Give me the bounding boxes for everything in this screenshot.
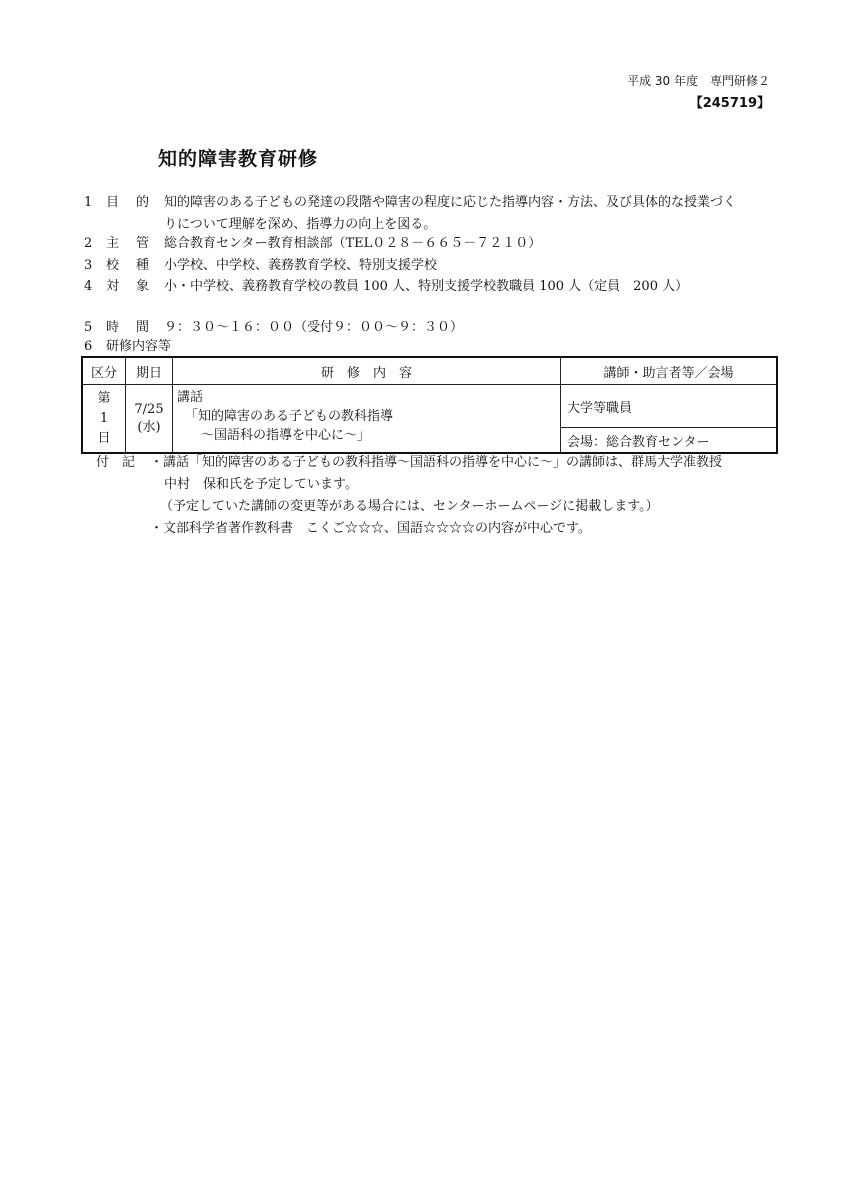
- section-number: 2: [84, 236, 93, 251]
- table-header-row: [82, 357, 777, 385]
- section-text: 総合教育センター教育相談部（TEL０２８－６６５－７２１０）: [164, 236, 542, 251]
- section-label: 校 種: [106, 258, 152, 273]
- section-text: 小学校、中学校、義務教育学校、特別支援学校: [164, 258, 438, 273]
- day-cell: [82, 385, 126, 454]
- note-item: 中村 保和氏を予定しています。: [164, 477, 358, 492]
- section-label: 時 間: [106, 320, 152, 335]
- section-number: 3: [84, 258, 93, 273]
- header-content: 研 修 内 容: [173, 357, 561, 385]
- section-label: 主 管: [106, 236, 152, 251]
- section-number: 5: [84, 320, 93, 335]
- lecturer-cell: 大学等職員: [561, 385, 778, 428]
- section-label: 対 象: [106, 279, 152, 294]
- section-time: [84, 318, 463, 338]
- table-row: [82, 385, 777, 428]
- section-text: 小・中学校、義務教育学校の教員 100 人、特別支援学校教職員 100 人（定員 200 人）: [164, 279, 689, 294]
- day-char: 日: [97, 430, 111, 446]
- header-kubun: 区分: [82, 357, 126, 385]
- day-char: 第: [97, 390, 111, 406]
- section-purpose: [84, 193, 164, 213]
- content-cell: [173, 385, 561, 454]
- section-school-type: [84, 256, 437, 276]
- schedule-table: [81, 356, 778, 454]
- section-number: 1: [84, 195, 93, 210]
- purpose-line-1: 知的障害のある子どもの発達の段階や障害の程度に応じた指導内容・方法、及び具体的な授業づく: [164, 195, 737, 210]
- section-number: 4: [84, 279, 93, 294]
- section-label: 研修内容等: [106, 339, 172, 354]
- date-cell: [126, 385, 173, 454]
- section-purpose-text: [164, 192, 776, 236]
- weekday-value: (水): [137, 419, 161, 435]
- venue-cell: 会場：総合教育センター: [561, 428, 778, 454]
- section-text: ９：３０～１６：００（受付９：００～９：３０）: [164, 320, 464, 335]
- course-code: 【245719】: [689, 96, 770, 111]
- section-number: 6: [84, 339, 93, 354]
- section-content-heading: [84, 337, 171, 357]
- note-item: ・文部科学省著作教科書 こくご☆☆☆、国語☆☆☆☆の内容が中心です。: [150, 521, 591, 536]
- note-item: （予定していた講師の変更等がある場合には、センターホームページに掲載します。）: [160, 499, 659, 514]
- page-title: 知的障害教育研修: [158, 148, 319, 170]
- section-label: 目 的: [106, 195, 152, 210]
- note-item: ・講話「知的障害のある子どもの教科指導～国語科の指導を中心に～」の講師は、群馬大学准教授: [150, 455, 723, 470]
- content-line: ～国語科の指導を中心に～」: [201, 428, 371, 443]
- section-target: [84, 277, 688, 297]
- date-value: 7/25: [134, 401, 164, 417]
- content-line: 講話: [177, 390, 204, 405]
- header-date: 期日: [126, 357, 173, 385]
- notes-label: 付 記: [96, 455, 136, 470]
- purpose-line-2: りについて理解を深め、指導力の向上を図る。: [164, 217, 437, 232]
- content-line: 「知的障害のある子どもの教科指導: [185, 409, 394, 424]
- document-year-course-label: 平成 30 年度 専門研修２: [627, 74, 770, 88]
- header-lecturer-venue: 講師・助言者等／会場: [561, 357, 778, 385]
- day-number: 1: [99, 410, 109, 426]
- section-organizer: [84, 234, 541, 254]
